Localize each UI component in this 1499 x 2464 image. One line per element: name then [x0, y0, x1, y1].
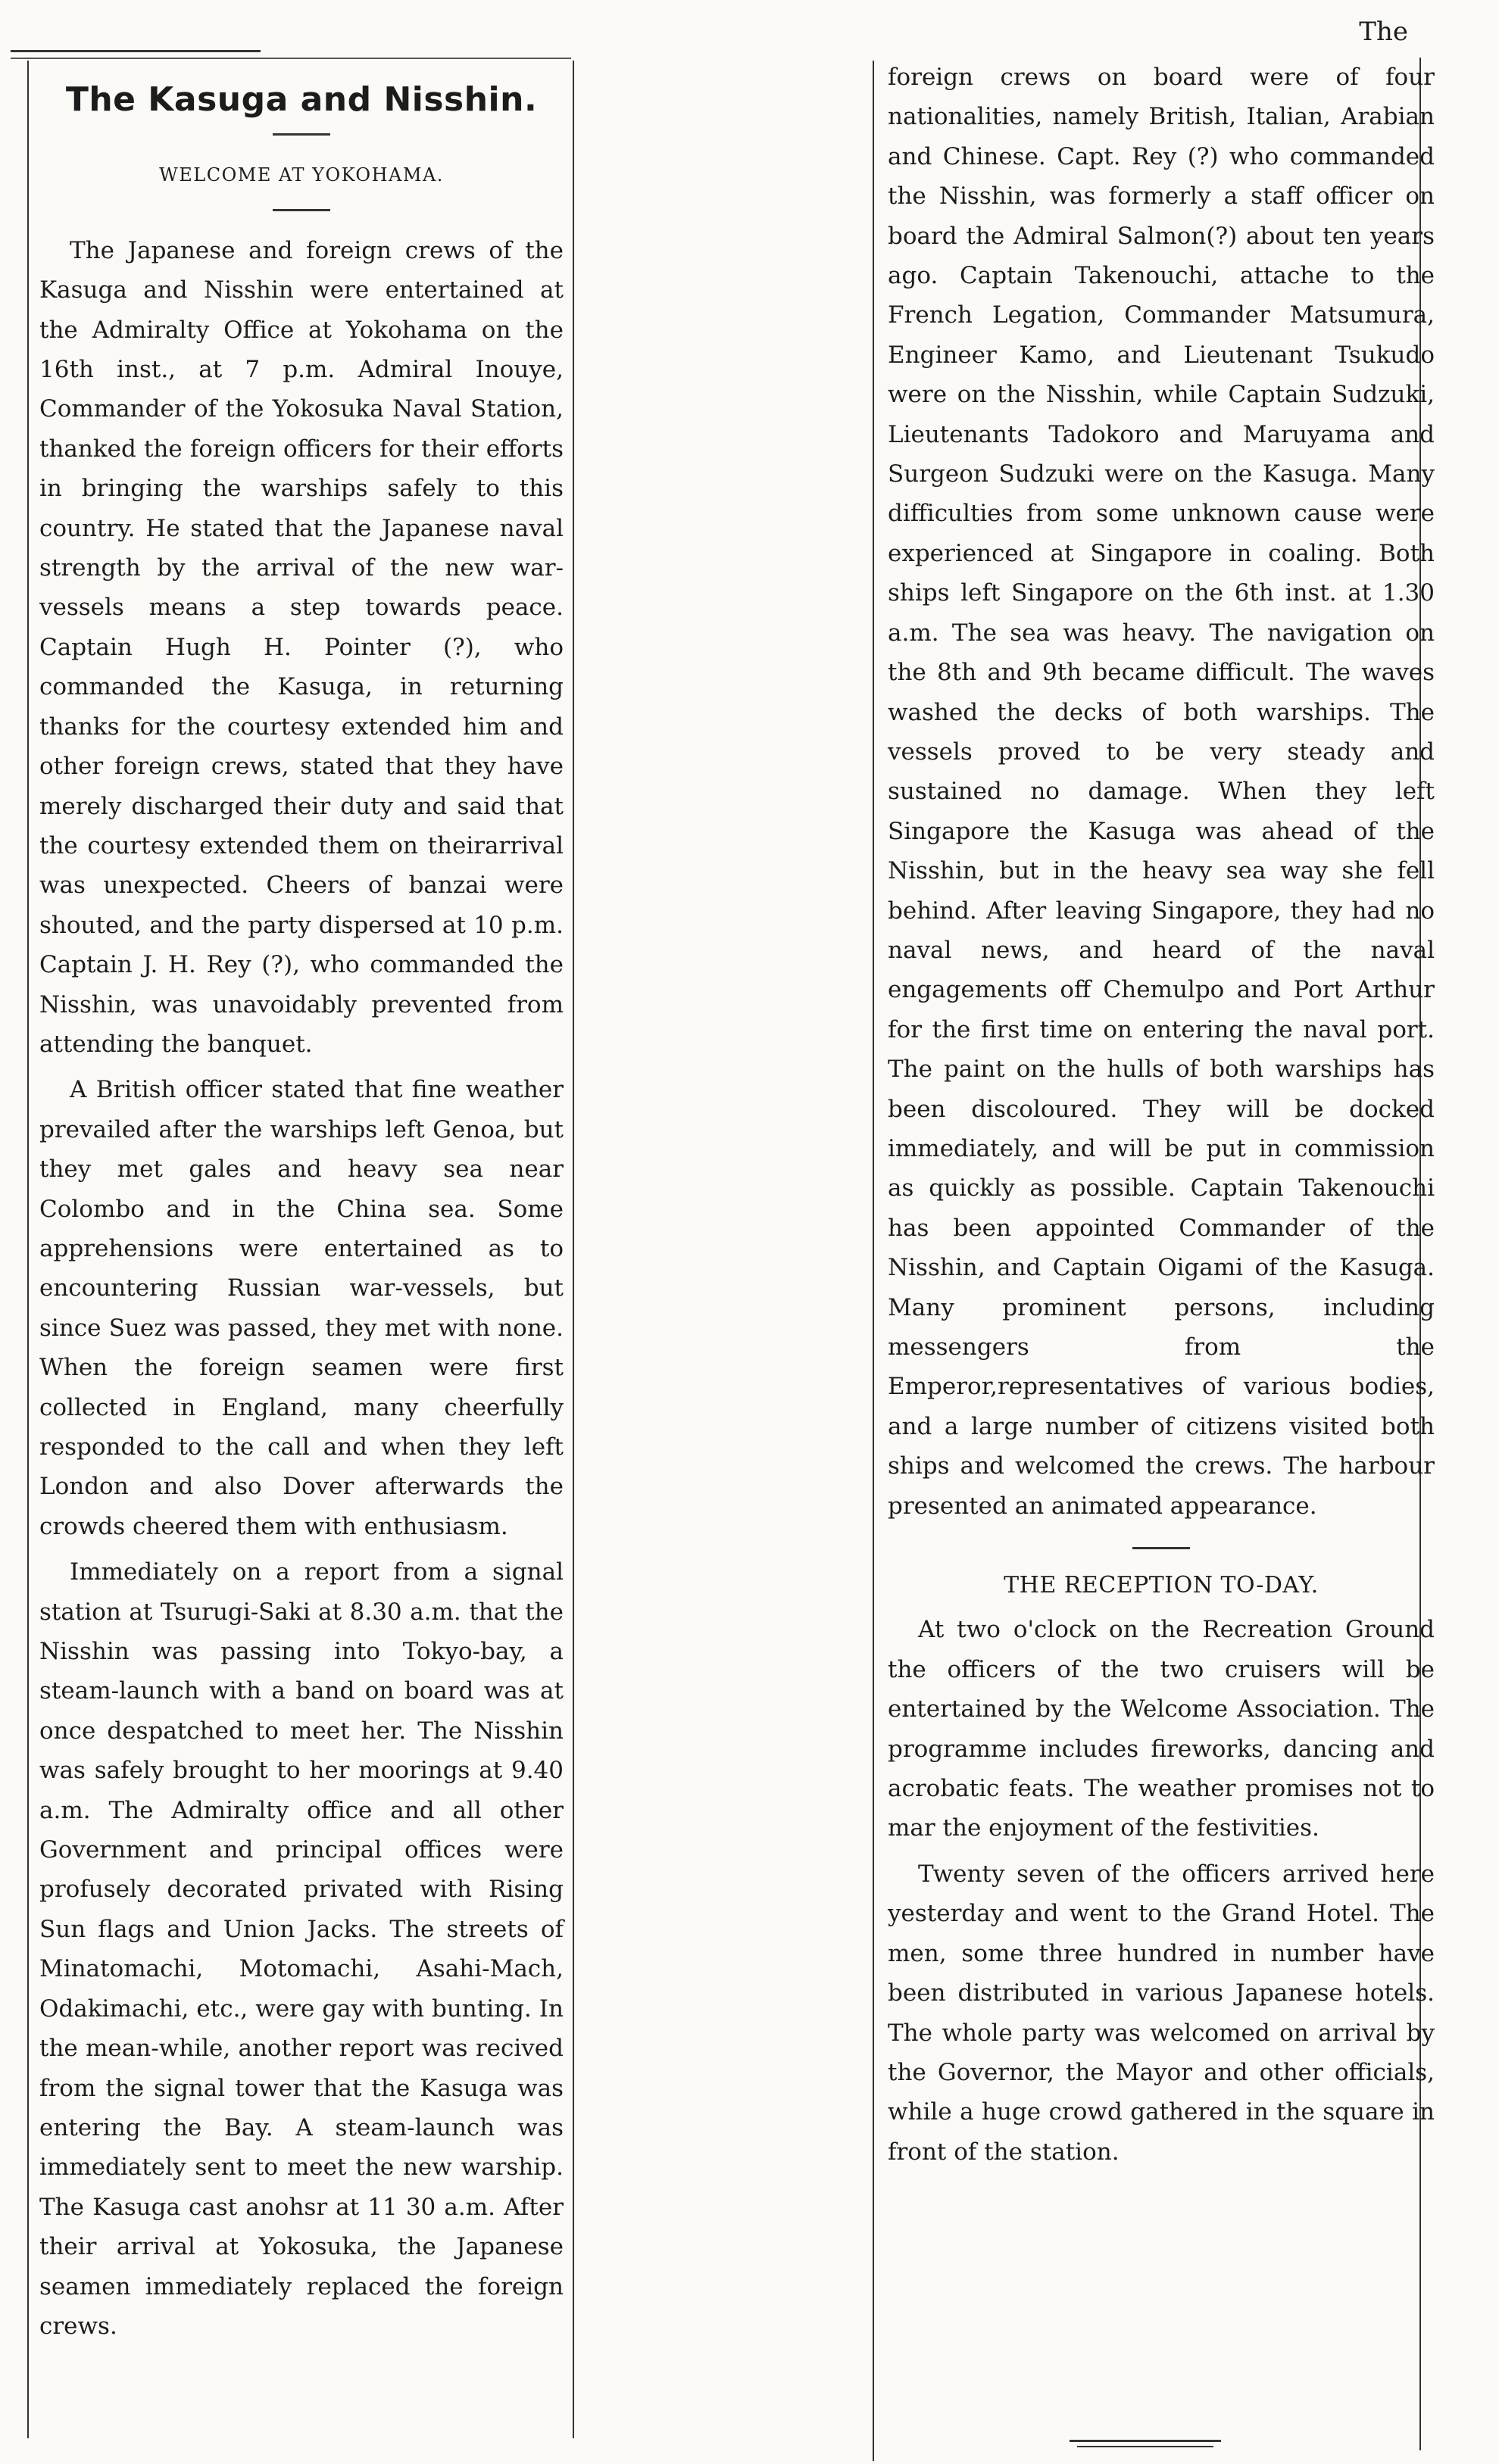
article-subhead: WELCOME AT YOKOHAMA.	[159, 164, 444, 186]
section-title: THE RECEPTION TO-DAY.	[1004, 1572, 1319, 1599]
paragraph: foreign crews on board were of four nationalities, namely British, Italian, Arabian and Chinese. Capt. Rey (?) who commanded the Nisshin, was formerly a staff officer on board the Admiral Salmon(?) about ten years ago. Captain Takenouchi, attache to the French Legation, Commander Matsumura, Engineer Kamo, and Lieutenant Tsukudo were on the Nisshin, while Captain Sudzuki, Lieutenants Tadokoro and Maruyama and Surgeon Sudzuki were on the Kasuga. Many difficulties from some unknown cause were experienced at Singapore in coaling. Both ships left Singapore on the 6th inst. at 1.30 a.m. The sea was heavy. The navigation on the 8th and 9th became difficult. The waves washed the decks of both warships. The vessels proved to be very steady and sustained no damage. When they left Singapore the Kasuga was ahead of the Nisshin, but in the heavy sea way she fell behind. After leaving Singapore, they had no naval news, and heard of the naval engagements off Chemulpo and Port Arthur for the first time on entering the naval port. The paint on the hulls of both warships has been discoloured. They will be docked immediately, and will be put in commission as quickly as possible. Captain Takenouchi has been appointed Commander of the Nisshin, and Captain Oigami of the Kasuga. Many prominent persons, including messengers from the Emperor,representatives of various bodies, and a large number of citizens visited both ships and welcomed the crews. The harbour presented an animated appearance.	[888, 64, 1435, 1520]
paragraph: A British officer stated that fine weather prevailed after the warships left Genoa, but they met gales and heavy sea near Colombo and in the China sea. Some apprehensions were entertained as to encountering Russian war-vessels, but since Suez was passed, they met with none. When the foreign seamen were first collected in England, many cheerfully responded to the call and when they left London and also Dover afterwards the crowds cheered them with enthusiasm.	[39, 1076, 564, 1540]
end-rule	[1070, 2440, 1221, 2442]
section-divider	[1132, 1547, 1190, 1549]
article-headline: The Kasuga and Nisshin.	[65, 80, 538, 119]
paragraph: The Japanese and foreign crews of the Kasuga and Nisshin were entertained at the Admiralty Office at Yokohama on the 16th inst., at 7 p.m. Admiral Inouye, Commander of the Yokosuka Naval Station, thanked the foreign officers for their efforts in bringing the warships safely to this country. He stated that the Japanese naval strength by the arrival of the new war-vessels means a step towards peace. Captain Hugh H. Pointer (?), who commanded the Kasuga, in returning thanks for the courtesy extended him and other foreign crews, stated that they have merely discharged their duty and said that the courtesy extended them on theirarrival was unexpected. Cheers of banzai were shouted, and the party dispersed at 10 p.m. Captain J. H. Rey (?), who commanded the Nisshin, was unavoidably prevented from attending the banquet.	[39, 236, 564, 1058]
paragraph: Immediately on a report from a signal station at Tsurugi-Saki at 8.30 a.m. that the Nisshin was passing into Tokyo-bay, a steam-launch with a band on board was at once despatched to meet her. The Nisshin was safely brought to her moorings at 9.40 a.m. The Admiralty office and all other Government and principal offices were profusely decorated privated with Rising Sun flags and Union Jacks. The streets of Minatomachi, Motomachi, Asahi-Mach, Odakimachi, etc., were gay with bunting. In the mean-while, another report was recived from the signal tower that the Kasuga was entering the Bay. A steam-launch was immediately sent to meet the new warship. The Kasuga cast anohsr at 11 30 a.m. After their arrival at Yokosuka, the Japanese seamen immediately replaced the foreign crews.	[39, 1558, 564, 2340]
headline-divider	[273, 133, 330, 136]
column-rule-left	[27, 61, 29, 2438]
end-rule-secondary	[1077, 2446, 1213, 2447]
paragraph: At two o'clock on the Recreation Ground the officers of the two cruisers will be entertained by the Welcome Association. The programme includes fireworks, dancing and acrobatic feats. The weather promises not to mar the enjoyment of the festivities.	[888, 1616, 1435, 1842]
article-column-2	[888, 58, 1435, 2178]
column-rule-middle	[573, 61, 574, 2438]
continuation-word: The	[1359, 17, 1408, 47]
paragraph: Twenty seven of the officers arrived here yesterday and went to the Grand Hotel. The men, some three hundred in number have been distributed in various Japanese hotels. The whole party was welcomed on arrival by the Governor, the Mayor and other officials, while a huge crowd gathered in the square in front of the station.	[888, 1860, 1435, 2166]
subhead-divider	[273, 209, 330, 211]
top-rule	[11, 50, 261, 52]
top-rule-secondary	[11, 58, 571, 59]
article-column-1	[39, 76, 564, 2352]
column-rule-center-right	[873, 61, 874, 2461]
